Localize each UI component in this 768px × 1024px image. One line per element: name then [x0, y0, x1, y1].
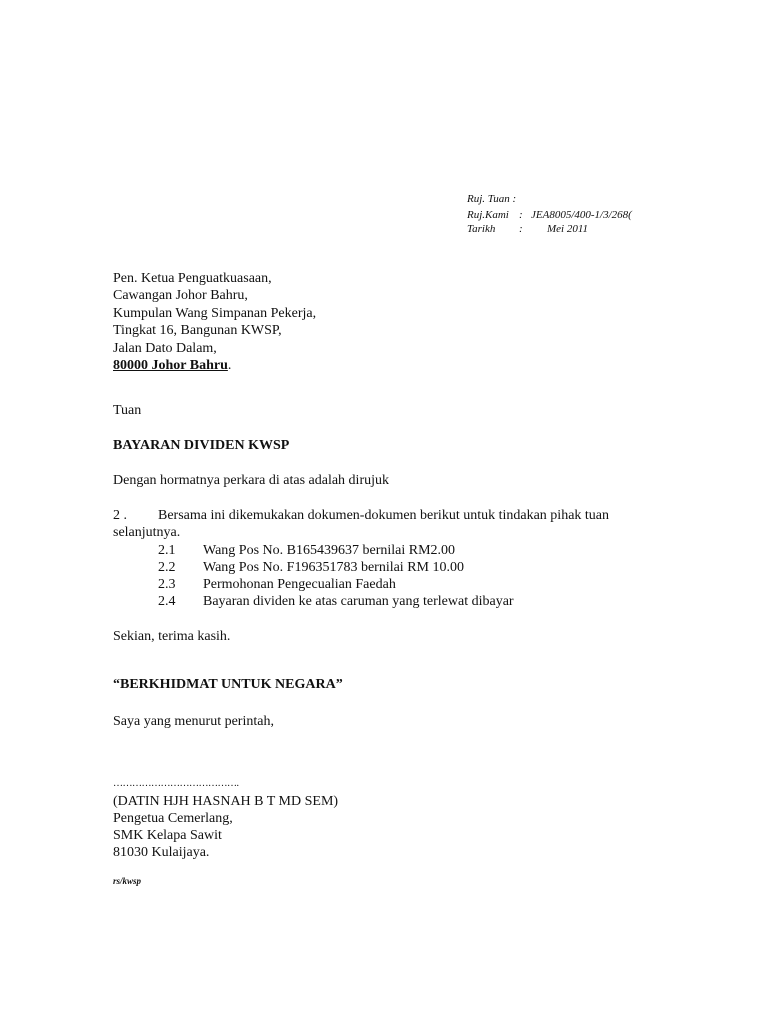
- subject-heading: BAYARAN DIVIDEN KWSP: [113, 438, 290, 453]
- sign-off: Saya yang menurut perintah,: [113, 714, 274, 729]
- ruj-tuan-label: Ruj. Tuan :: [467, 193, 517, 205]
- recipient-line-3: Kumpulan Wang Simpanan Pekerja,: [113, 306, 317, 321]
- tarikh-value: Mei 2011: [547, 223, 589, 235]
- tarikh-separator: :: [519, 223, 523, 235]
- paragraph-1: Dengan hormatnya perkara di atas adalah dirujuk: [113, 473, 390, 488]
- list-item-text: Bayaran dividen ke atas caruman yang terlewat dibayar: [203, 594, 514, 609]
- recipient-line-1: Pen. Ketua Penguatkuasaan,: [113, 271, 272, 286]
- recipient-postcode-line: [113, 357, 231, 374]
- recipient-postcode-city: 80000 Johor Bahru: [113, 358, 228, 373]
- motto: “BERKHIDMAT UNTUK NEGARA”: [113, 677, 343, 692]
- ruj-kami-value: JEA8005/400-1/3/268(: [531, 209, 632, 221]
- recipient-line-5: Jalan Dato Dalam,: [113, 341, 217, 356]
- paragraph-2-text-line-2: selanjutnya.: [113, 525, 181, 540]
- signatory-address: 81030 Kulaijaya.: [113, 845, 210, 860]
- recipient-line-2: Cawangan Johor Bahru,: [113, 288, 248, 303]
- ruj-kami-separator: :: [519, 209, 523, 221]
- signatory-name: (DATIN HJH HASNAH B T MD SEM): [113, 794, 339, 809]
- list-item-number: 2.1: [158, 543, 176, 558]
- recipient-postcode-punct: .: [227, 358, 232, 373]
- ruj-kami-line: [467, 208, 632, 222]
- list-item-number: 2.4: [158, 594, 176, 609]
- tarikh-line: [467, 222, 588, 236]
- signature-dots: ………………………………….: [113, 778, 239, 789]
- ruj-tuan-line: [467, 192, 516, 206]
- tarikh-label: Tarikh: [467, 223, 496, 235]
- recipient-line-4: Tingkat 16, Bangunan KWSP,: [113, 323, 282, 338]
- closing-line: Sekian, terima kasih.: [113, 629, 231, 644]
- paragraph-2-number: 2 .: [113, 508, 127, 523]
- list-item-number: 2.2: [158, 560, 176, 575]
- list-item-text: Wang Pos No. B165439637 bernilai RM2.00: [203, 543, 456, 558]
- salutation: Tuan: [113, 403, 142, 418]
- footer-reference: rs/kwsp: [113, 876, 142, 886]
- paragraph-2-text-line-1: Bersama ini dikemukakan dokumen-dokumen berikut untuk tindakan pihak tuan: [158, 508, 610, 523]
- ruj-kami-label: Ruj.Kami: [467, 209, 509, 221]
- signatory-title: Pengetua Cemerlang,: [113, 811, 233, 826]
- list-item-text: Wang Pos No. F196351783 bernilai RM 10.00: [203, 560, 464, 575]
- list-item-number: 2.3: [158, 577, 176, 592]
- list-item-text: Permohonan Pengecualian Faedah: [203, 577, 396, 592]
- signatory-school: SMK Kelapa Sawit: [113, 828, 222, 843]
